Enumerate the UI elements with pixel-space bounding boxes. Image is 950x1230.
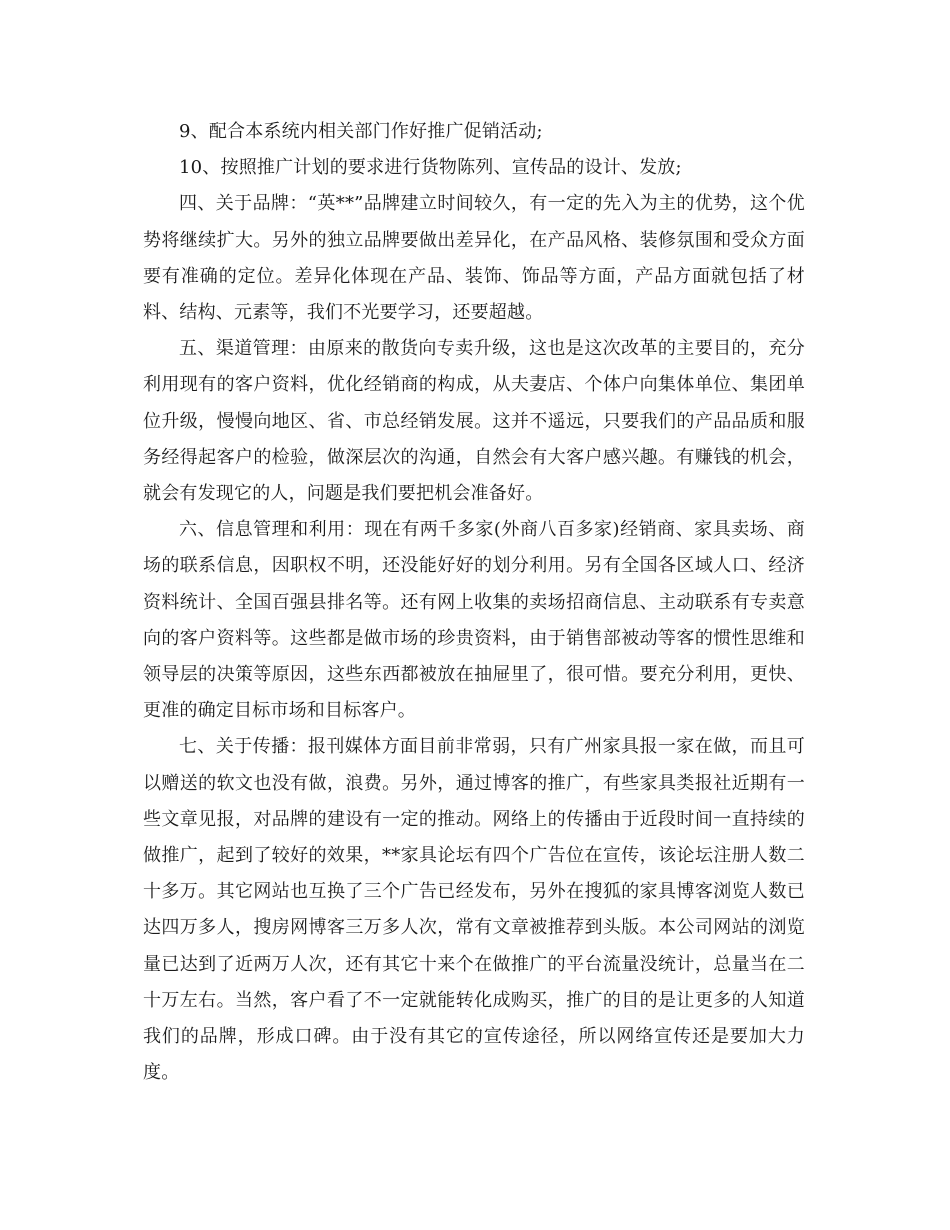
paragraph-communication: 七、关于传播：报刊媒体方面目前非常弱，只有广州家具报一家在做，而且可以赠送的软文也没有做，浪费。另外，通过博客的推广，有些家具类报社近期有一些文章见报，对品牌的建设有一定的推动。网络上的传播由于近段时间一直持续的做推广，起到了较好的效果，**家具论坛有四个广告位在宣传，该论坛注册人数二十多万。其它网站也互换了三个广告已经发布，另外在搜狐的家具博客浏览人数已达四万多人，搜房网博客三万多人次，常有文章被推荐到头版。本公司网站的浏览量已达到了近两万人次，还有其它十来个在做推广的平台流量没统计，总量当在二十万左右。当然，客户看了不一定就能转化成购买，推广的目的是让更多的人知道我们的品牌，形成口碑。由于没有其它的宣传途径，所以网络宣传还是要加大力度。 xyxy=(143,736,805,1084)
document-body xyxy=(143,114,805,1091)
paragraph-item-10: 10、按照推广计划的要求进行货物陈列、宣传品的设计、发放; xyxy=(179,157,682,179)
paragraph-item-9: 9、配合本系统内相关部门作好推广促销活动; xyxy=(179,121,543,142)
paragraph-channel-management: 五、渠道管理：由原来的散货向专卖升级，这也是这次改革的主要目的，充分利用现有的客户资料，优化经销商的构成，从夫妻店、个体户向集体单位、集团单位升级，慢慢向地区、省、市总经销发展。这并不遥远，只要我们的产品品质和服务经得起客户的检验，做深层次的沟通，自然会有大客户感兴趣。有赚钱的机会，就会有发现它的人，问题是我们要把机会准备好。 xyxy=(143,338,805,505)
paragraph-information-management: 六、信息管理和利用：现在有两千多家(外商八百多家)经销商、家具卖场、商场的联系信息，因职权不明，还没能好好的划分利用。另有全国各区域人口、经济资料统计、全国百强县排名等。还有网上收集的卖场招商信息、主动联系有专卖意向的客户资料等。这些都是做市场的珍贵资料，由于销售部被动等客的惯性思维和领导层的决策等原因，这些东西都被放在抽屉里了，很可惜。要充分利用，更快、更准的确定目标市场和目标客户。 xyxy=(143,519,805,722)
paragraph-brand: 四、关于品牌：“英**”品牌建立时间较久，有一定的先入为主的优势，这个优势将继续扩大。另外的独立品牌要做出差异化，在产品风格、装修氛围和受众方面要有准确的定位。差异化体现在产品、装饰、饰品等方面，产品方面就包括了材料、结构、元素等，我们不光要学习，还要超越。 xyxy=(143,193,805,324)
